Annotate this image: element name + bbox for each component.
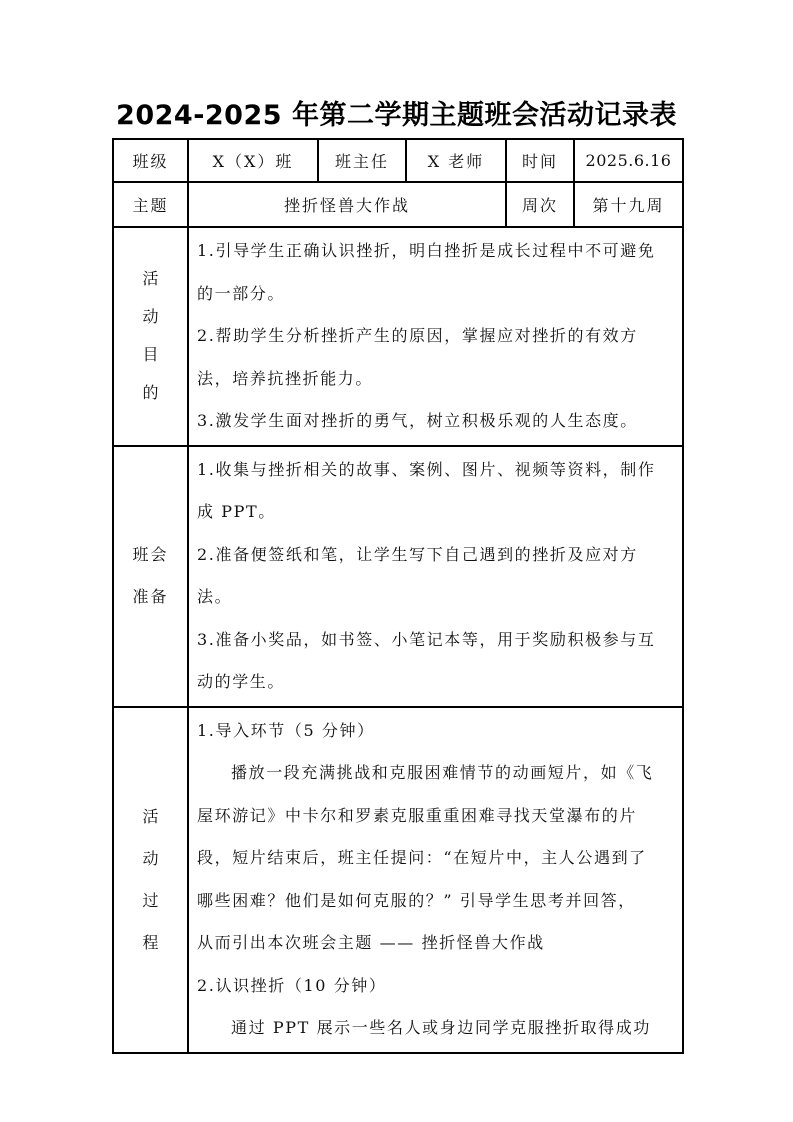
goals-line: 3.激发学生面对挫折的勇气，树立积极乐观的人生态度。	[197, 411, 638, 430]
info-row	[113, 139, 683, 182]
class-label: 班级	[113, 139, 188, 182]
goals-line: 的一部分。	[197, 283, 286, 303]
week-value: 第十九周	[574, 182, 683, 227]
preparation-row	[113, 446, 683, 707]
record-table	[112, 138, 684, 1054]
time-label: 时间	[506, 139, 574, 182]
topic-value: 挫折怪兽大作战	[188, 182, 506, 227]
goals-content	[188, 227, 683, 446]
teacher-value: X 老师	[406, 139, 506, 182]
process-row	[113, 707, 683, 1053]
goals-line: 2.帮助学生分析挫折产生的原因，掌握应对挫折的有效方	[197, 326, 638, 345]
week-label: 周次	[506, 182, 574, 227]
process-content	[188, 707, 683, 1053]
process-line: 从而引出本次班会主题 —— 挫折怪兽大作战	[197, 933, 545, 952]
process-line: 播放一段充满挑战和克服困难情节的动画短片，如《飞	[231, 763, 654, 782]
preparation-line: 法。	[197, 587, 233, 606]
preparation-content	[188, 446, 683, 707]
preparation-label: 班会 准备	[113, 446, 188, 707]
goals-line: 1.引导学生正确认识挫折，明白挫折是成长过程中不可避免	[197, 241, 656, 260]
class-value: X（X）班	[188, 139, 318, 182]
goals-label: 活 动 目 的	[113, 227, 188, 446]
topic-label: 主题	[113, 182, 188, 227]
document-title: 2024-2025 年第二学期主题班会活动记录表	[116, 100, 677, 131]
process-label: 活 动 过 程	[113, 707, 188, 1053]
goals-row	[113, 227, 683, 446]
goals-line: 法，培养抗挫折能力。	[197, 368, 374, 388]
process-line: 屋环游记》中卡尔和罗素克服重重困难寻找天堂瀑布的片	[197, 805, 638, 825]
topic-row	[113, 182, 683, 227]
time-value: 2025.6.16	[574, 139, 683, 182]
process-line: 1.导入环节（5 分钟）	[197, 720, 375, 740]
process-line: 通过 PPT 展示一些名人或身边同学克服挫折取得成功	[231, 1018, 651, 1037]
preparation-line: 1.收集与挫折相关的故事、案例、图片、视频等资料，制作	[197, 459, 656, 479]
process-line: 2.认识挫折（10 分钟）	[197, 975, 387, 995]
preparation-line: 动的学生。	[197, 672, 286, 691]
process-line: 哪些困难？他们是如何克服的？” 引导学生思考并回答，	[197, 890, 636, 910]
process-line: 段，短片结束后，班主任提问：“在短片中，主人公遇到了	[197, 848, 647, 867]
teacher-label: 班主任	[318, 139, 406, 182]
preparation-line: 2.准备便签纸和笔，让学生写下自己遇到的挫折及应对方	[197, 544, 638, 564]
preparation-line: 成 PPT。	[197, 502, 276, 521]
preparation-line: 3.准备小奖品，如书签、小笔记本等，用于奖励积极参与互	[197, 629, 656, 649]
